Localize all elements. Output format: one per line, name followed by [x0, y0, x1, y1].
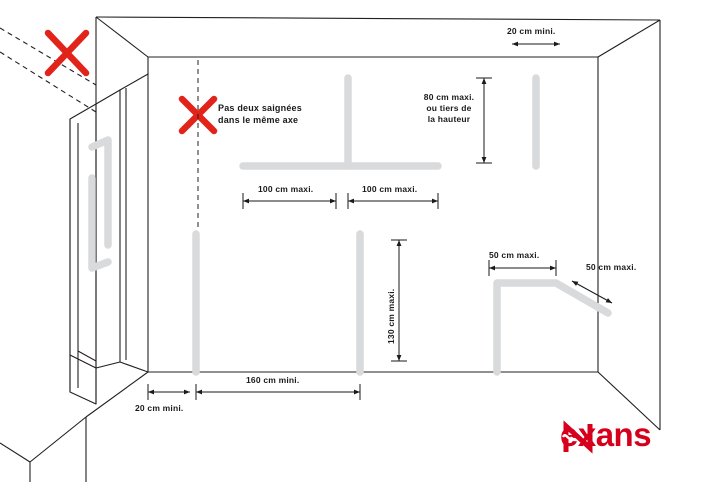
nexans-logo	[560, 418, 651, 451]
dimension-label-floor-160: 160 cm mini.	[246, 375, 300, 385]
height-line-2: ou tiers de	[426, 103, 472, 113]
nexans-n-wave-icon	[560, 418, 600, 458]
forbidden-axis-note: Pas deux saignées dans le même axe	[218, 103, 302, 125]
cross-upper-left-icon	[48, 33, 86, 73]
room-outline	[0, 17, 660, 482]
dimension-label-right-span: 100 cm maxi.	[362, 184, 418, 194]
dimension-label-top-right: 20 cm mini.	[507, 26, 556, 36]
dimension-label-corner-50-left: 50 cm maxi.	[489, 250, 540, 260]
brand-name: exans	[560, 416, 652, 453]
dimension-label-floor-20: 20 cm mini.	[135, 403, 184, 413]
dimension-lines	[148, 44, 612, 400]
dimension-label-left-span: 100 cm maxi.	[258, 184, 314, 194]
height-line-1: 80 cm maxi.	[423, 92, 475, 102]
dimension-label-height-right	[410, 92, 488, 125]
height-line-3: la hauteur	[427, 114, 471, 124]
conduit-runs	[92, 78, 608, 372]
dimension-label-vertical-130: 130 cm maxi.	[386, 288, 396, 344]
dimension-label-corner-50-right: 50 cm maxi.	[586, 262, 637, 272]
